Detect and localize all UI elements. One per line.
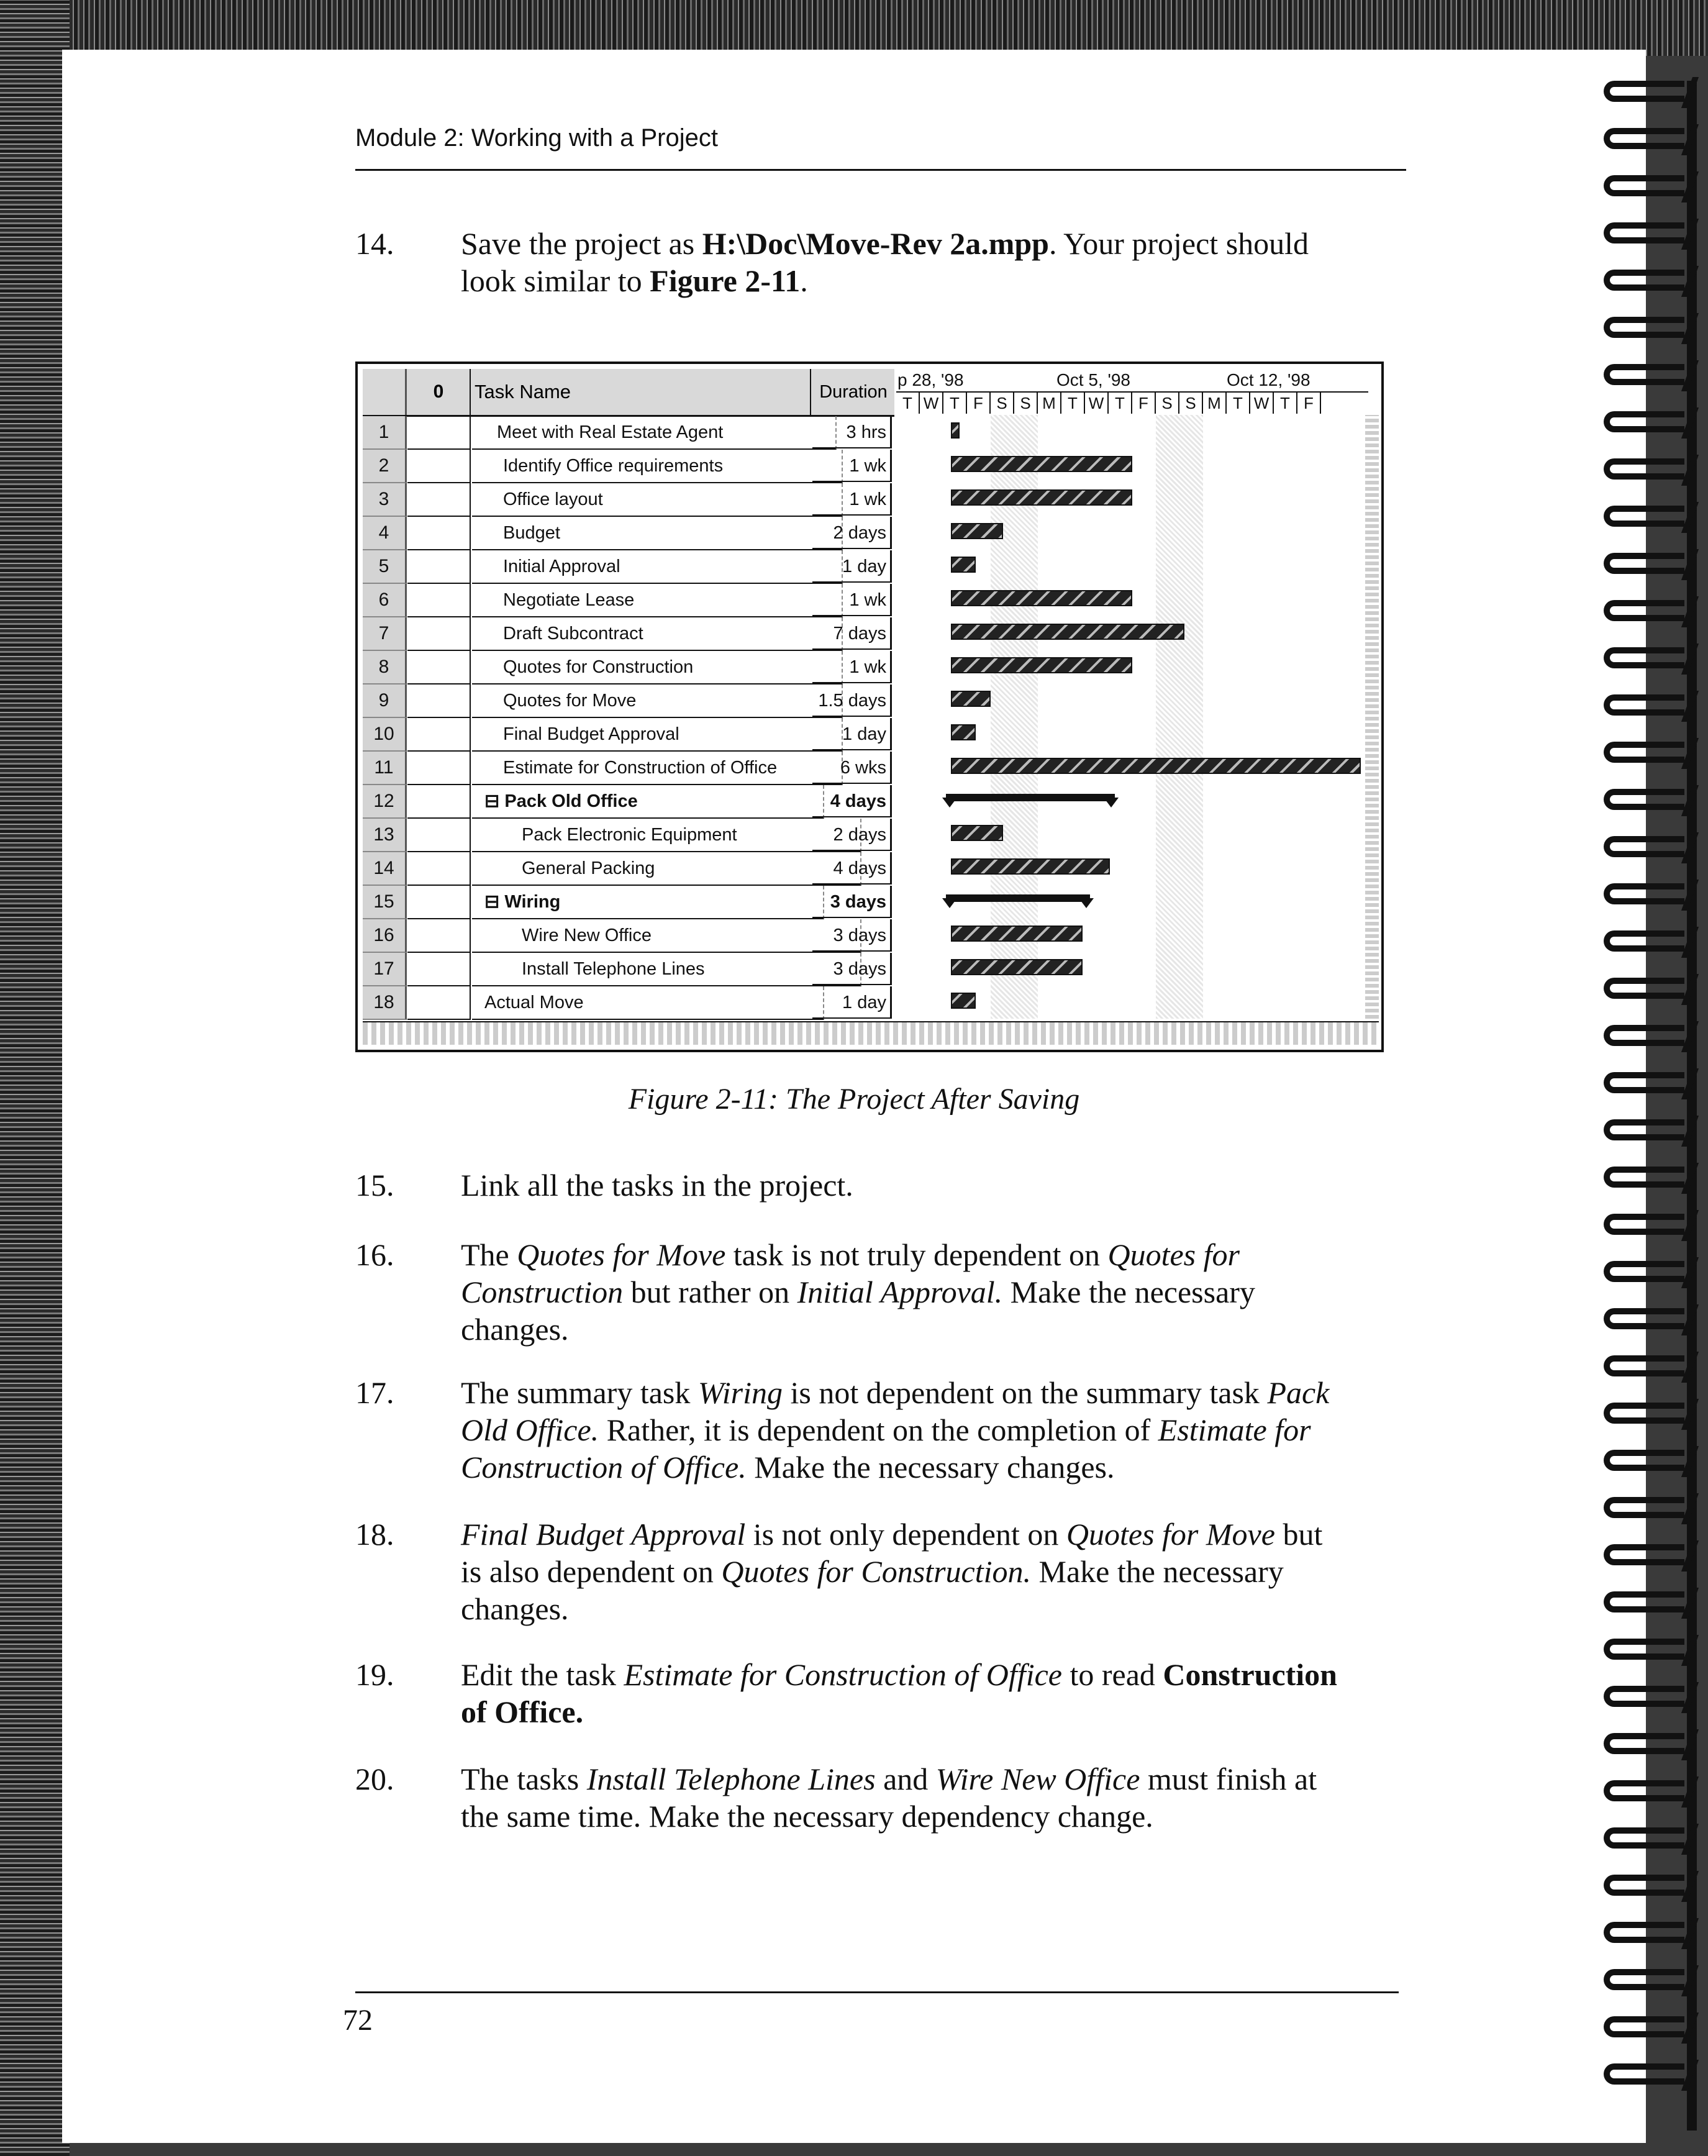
task-name: Pack Electronic Equipment <box>472 819 861 852</box>
row-id: 17 <box>363 953 407 986</box>
figure-ref: Figure 2-11 <box>650 263 801 298</box>
step-number: 18. <box>355 1517 394 1552</box>
spiral-coil <box>1604 1827 1684 1849</box>
task-duration: 1 day <box>812 986 892 1019</box>
task-name: Office layout <box>472 483 843 517</box>
spiral-coil <box>1604 1355 1684 1376</box>
spiral-coil <box>1604 1167 1684 1188</box>
task-name: Wire New Office <box>472 919 861 953</box>
spiral-coil <box>1604 1261 1684 1282</box>
task-name: Quotes for Construction <box>472 651 843 685</box>
row-id: 14 <box>363 852 407 886</box>
step-line: Link all the tasks in the project. <box>461 1168 853 1203</box>
spiral-coil <box>1604 1214 1684 1235</box>
row-id: 8 <box>363 651 407 685</box>
task-bar[interactable] <box>951 926 1083 942</box>
row-id: 16 <box>363 919 407 953</box>
task-name: Initial Approval <box>472 550 843 584</box>
day-label: T <box>896 393 920 414</box>
row-id: 5 <box>363 550 407 584</box>
text-run: look similar to <box>461 263 650 298</box>
spiral-coil <box>1604 1969 1684 1990</box>
day-label: S <box>1014 393 1038 414</box>
row-id: 2 <box>363 450 407 483</box>
task-duration: 6 wks <box>812 752 892 784</box>
spiral-coil <box>1604 364 1684 385</box>
task-duration: 1 wk <box>812 584 892 616</box>
task-name: Identify Office requirements <box>472 450 843 483</box>
step-line: The tasks Install Telephone Lines and Wire New Office must finish at <box>461 1762 1317 1796</box>
row-indicator <box>407 752 471 785</box>
spiral-coil <box>1604 1591 1684 1612</box>
row-indicator <box>407 718 471 752</box>
step-number: 19. <box>355 1657 394 1692</box>
row-indicator <box>407 517 471 550</box>
task-duration: 1 wk <box>812 450 892 482</box>
row-indicator <box>407 584 471 617</box>
step-number: 20. <box>355 1762 394 1796</box>
task-duration: 4 days <box>812 852 892 885</box>
step-line: Construction of Office. Make the necessary changes. <box>461 1450 1115 1485</box>
header-duration: Duration <box>819 382 888 402</box>
step-line: of Office. <box>461 1694 584 1729</box>
day-label: S <box>1179 393 1203 414</box>
table-header <box>363 369 894 417</box>
scan-border-left <box>0 0 70 2156</box>
summary-bar[interactable] <box>946 894 1090 902</box>
task-duration: 1 wk <box>812 651 892 683</box>
task-name: General Packing <box>472 852 861 886</box>
spiral-coil <box>1604 2063 1684 2085</box>
step-text <box>461 1374 1343 1486</box>
spiral-coil <box>1604 2016 1684 2037</box>
summary-bar[interactable] <box>946 794 1115 801</box>
row-indicator <box>407 785 471 819</box>
spiral-coil <box>1604 1025 1684 1046</box>
text-run: Save the project as <box>461 226 702 261</box>
task-duration: 1 day <box>812 718 892 750</box>
spiral-coil <box>1604 1922 1684 1943</box>
week-label: Oct 12, '98 <box>1227 370 1311 389</box>
task-bar[interactable] <box>951 657 1132 673</box>
day-label: W <box>1250 393 1274 414</box>
step-number: 14. <box>355 226 394 261</box>
day-label: T <box>1227 393 1250 414</box>
row-id: 18 <box>363 986 407 1020</box>
row-indicator <box>407 550 471 584</box>
task-bar[interactable] <box>951 489 1132 506</box>
task-name: Negotiate Lease <box>472 584 843 617</box>
task-bar[interactable] <box>951 456 1132 472</box>
day-label: W <box>1085 393 1109 414</box>
task-duration: 3 days <box>812 886 892 918</box>
page-number: 72 <box>343 2004 373 2037</box>
step-line: Final Budget Approval is not only dependent on Quotes for Move but <box>461 1517 1323 1552</box>
spiral-coil <box>1604 553 1684 574</box>
row-indicator <box>407 953 471 986</box>
task-name: Quotes for Move <box>472 685 843 718</box>
task-bar[interactable] <box>951 959 1083 975</box>
row-indicator <box>407 651 471 685</box>
task-duration: 3 hrs <box>812 416 892 448</box>
timescale-days <box>896 393 1368 414</box>
step-text <box>461 1236 1343 1348</box>
spiral-coil <box>1604 883 1684 904</box>
task-duration: 7 days <box>812 617 892 650</box>
task-duration: 2 days <box>812 517 892 549</box>
step-line: the same time. Make the necessary dependency change. <box>461 1799 1153 1834</box>
header-indicator: 0 <box>407 369 471 415</box>
day-label: T <box>1109 393 1132 414</box>
row-indicator <box>407 450 471 483</box>
spiral-coil <box>1604 270 1684 291</box>
spiral-coil <box>1604 742 1684 763</box>
text-run: . Your project should <box>1048 226 1309 261</box>
task-duration: 1 wk <box>812 483 892 516</box>
page-header: Module 2: Working with a Project <box>355 124 718 152</box>
text-run: . <box>800 263 808 298</box>
task-bar[interactable] <box>951 422 960 439</box>
step-line: changes. <box>461 1312 569 1347</box>
spiral-coil <box>1604 1544 1684 1565</box>
row-indicator <box>407 852 471 886</box>
spiral-coil <box>1604 1780 1684 1801</box>
row-indicator <box>407 483 471 517</box>
spiral-coil <box>1604 836 1684 857</box>
spiral-coil <box>1604 789 1684 810</box>
step-number: 15. <box>355 1168 394 1203</box>
day-label: T <box>943 393 967 414</box>
task-duration: 2 days <box>812 819 892 851</box>
task-name: Budget <box>472 517 843 550</box>
day-label: F <box>967 393 991 414</box>
vertical-scrollbar[interactable] <box>1365 415 1379 1019</box>
week-label: Oct 5, '98 <box>1056 370 1130 389</box>
spiral-coil <box>1604 647 1684 668</box>
spiral-coil <box>1604 1875 1684 1896</box>
day-label: F <box>1297 393 1321 414</box>
step-line: is also dependent on Quotes for Construction. Make the necessary <box>461 1554 1284 1589</box>
spiral-coil <box>1604 1497 1684 1518</box>
spiral-coil <box>1604 930 1684 952</box>
spiral-coil <box>1604 1119 1684 1140</box>
day-label: T <box>1061 393 1085 414</box>
task-name: Actual Move <box>472 986 824 1020</box>
spiral-coil <box>1604 1403 1684 1424</box>
task-duration: 4 days <box>812 785 892 817</box>
row-indicator <box>407 416 471 450</box>
row-indicator <box>407 819 471 852</box>
gantt-bars-area <box>896 415 1368 1019</box>
task-bar[interactable] <box>951 825 1003 841</box>
step-line: Construction but rather on Initial Approval. Make the necessary <box>461 1275 1255 1309</box>
spiral-coil <box>1604 222 1684 243</box>
row-id: 11 <box>363 752 407 785</box>
spiral-coil <box>1604 128 1684 149</box>
footer-rule <box>355 1991 1399 1993</box>
task-name: ⊟ Pack Old Office <box>472 785 824 819</box>
task-duration: 3 days <box>812 919 892 952</box>
day-label: T <box>1274 393 1297 414</box>
spiral-coil <box>1604 1639 1684 1660</box>
task-name: Estimate for Construction of Office <box>472 752 843 785</box>
task-bar[interactable] <box>951 858 1110 875</box>
row-id: 15 <box>363 886 407 919</box>
spiral-coil <box>1604 317 1684 338</box>
task-bar[interactable] <box>951 758 1361 774</box>
row-id: 4 <box>363 517 407 550</box>
row-id: 9 <box>363 685 407 718</box>
task-name: ⊟ Wiring <box>472 886 824 919</box>
spiral-coil <box>1604 1450 1684 1471</box>
task-duration: 1 day <box>812 550 892 583</box>
step-text <box>461 1167 1343 1204</box>
day-label: W <box>920 393 943 414</box>
task-bar[interactable] <box>951 557 976 573</box>
step-line: The Quotes for Move task is not truly dependent on Quotes for <box>461 1237 1240 1272</box>
row-id: 6 <box>363 584 407 617</box>
row-id: 3 <box>363 483 407 517</box>
spiral-coil <box>1604 1733 1684 1754</box>
row-id: 13 <box>363 819 407 852</box>
task-bar[interactable] <box>951 691 991 707</box>
step-line: changes. <box>461 1591 569 1626</box>
header-rule <box>355 169 1406 171</box>
day-label: S <box>991 393 1014 414</box>
task-bar[interactable] <box>951 624 1184 640</box>
step-line: The summary task Wiring is not dependent on the summary task Pack <box>461 1375 1330 1410</box>
task-bar[interactable] <box>951 590 1132 606</box>
step-line: Old Office. Rather, it is dependent on the completion of Estimate for <box>461 1412 1311 1447</box>
row-indicator <box>407 886 471 919</box>
task-name: Final Budget Approval <box>472 718 843 752</box>
step-line: Edit the task Estimate for Construction of Office to read Construction <box>461 1657 1337 1692</box>
step-number: 17. <box>355 1375 394 1410</box>
weekend-shading <box>1156 415 1203 1019</box>
task-duration: 3 days <box>812 953 892 985</box>
spiral-coil <box>1604 600 1684 621</box>
row-id: 7 <box>363 617 407 651</box>
scan-border-top <box>0 0 1708 56</box>
timescale-weeks <box>896 369 1368 393</box>
header-id-cell <box>363 369 407 415</box>
day-label: M <box>1038 393 1061 414</box>
row-id: 1 <box>363 416 407 450</box>
task-duration: 1.5 days <box>812 685 892 717</box>
figure-caption: Figure 2-11: The Project After Saving <box>628 1083 1080 1116</box>
horizontal-scrollbar[interactable] <box>363 1021 1379 1045</box>
spiral-coil <box>1604 1308 1684 1329</box>
week-label: p 28, '98 <box>897 370 964 389</box>
day-label: F <box>1132 393 1156 414</box>
spiral-coil <box>1604 458 1684 480</box>
spiral-coil <box>1604 506 1684 527</box>
task-name: Meet with Real Estate Agent <box>472 416 837 450</box>
spiral-coil <box>1604 175 1684 196</box>
header-task-name: Task Name <box>475 369 811 415</box>
day-label: S <box>1156 393 1179 414</box>
task-bar[interactable] <box>951 523 1003 539</box>
row-indicator <box>407 685 471 718</box>
step-text <box>461 1656 1343 1731</box>
row-id: 10 <box>363 718 407 752</box>
step-text <box>461 1760 1343 1835</box>
row-id: 12 <box>363 785 407 819</box>
row-indicator <box>407 986 471 1020</box>
task-name: Install Telephone Lines <box>472 953 861 986</box>
task-bar[interactable] <box>951 724 976 740</box>
day-label: M <box>1203 393 1227 414</box>
step-text <box>461 1516 1343 1627</box>
row-indicator <box>407 919 471 953</box>
spiral-coil <box>1604 978 1684 999</box>
spiral-coil <box>1604 694 1684 716</box>
step-text <box>461 225 1343 299</box>
task-bar[interactable] <box>951 993 976 1009</box>
spiral-coil <box>1604 1686 1684 1707</box>
spiral-coil <box>1604 411 1684 432</box>
row-indicator <box>407 617 471 651</box>
spiral-coil <box>1604 81 1684 102</box>
task-name: Draft Subcontract <box>472 617 843 651</box>
step-number: 16. <box>355 1237 394 1272</box>
gantt-figure <box>355 362 1384 1052</box>
file-path: H:\Doc\Move-Rev 2a.mpp <box>702 226 1049 261</box>
